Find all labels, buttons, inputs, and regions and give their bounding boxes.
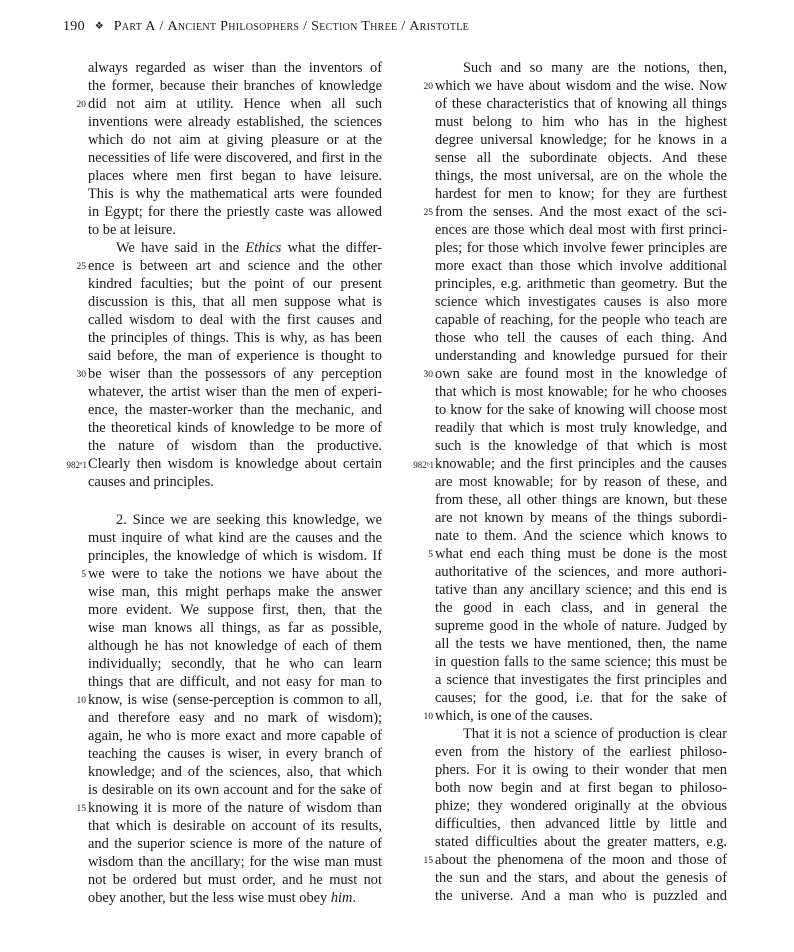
text-line: both now begin and at first began to philoso- [435,780,727,796]
text-line: wise man knows all things, as far as possible, [88,620,382,636]
text-line: more exact than those which involve additional [435,258,727,274]
text-line: places where men first began to have leisure. [88,168,382,184]
text-line: always regarded as wiser than the inventors of [88,60,382,76]
text-line: are most knowable; for by reason of these, and [435,474,727,490]
text-line: the good in each class, and in general the [435,600,727,616]
text-line: understanding and knowledge pursued for their [435,348,727,364]
margin-line-number: 5 [428,550,433,560]
text-line: the universe. And a man who is puzzled and [435,888,727,904]
header-separator: / [159,19,164,34]
header-section: Section Three [311,19,398,34]
text-line: phize; they wondered originally at the obvious [435,798,727,814]
text-line: degree universal knowledge; for he knows in a [435,132,727,148]
text-line: whatever, the artist wiser than the men of experi- [88,384,382,400]
text-line: 30 own sake are found most in the knowledge of [423,366,727,382]
text-line: which do not aim at giving pleasure or at the [88,132,382,148]
text-line: individually; secondly, that he who can learn [88,656,382,672]
margin-line-number: 30 [76,370,86,380]
margin-line-number: 10 [76,696,86,706]
text-line: stated difficulties about the greater matters, e.g. [435,834,727,850]
text-line: 15 about the phenomena of the moon and those of [423,852,727,868]
text-line: wise man, this might perhaps make the answer [88,584,382,600]
text-line: necessities of life were discovered, and first in the [88,150,382,166]
margin-line-number: 982ᵇ1 [413,460,434,470]
text-line: hardest for men to know; for they are furthest [435,186,727,202]
text-line: of these characteristics that of knowing all things [435,96,727,112]
text-line: the nature of wisdom than the productive. [88,438,382,454]
section-number: 2. [116,512,127,528]
text-line: ences are those which deal most with first princi- [435,222,727,238]
text-line: although he has not knowledge of each of them [88,638,382,654]
text-line: inventions were already established, the sciences [88,114,382,130]
text-line: readily that which is most truly knowledge, and [435,420,727,436]
text-line: principles, the knowledge of which is wisdom. If [88,548,382,564]
text-line: those who tell the causes of each thing. And [435,330,727,346]
margin-line-number: 10 [423,712,433,722]
text-line: things, the most universal, are on the whole the [435,168,727,184]
text-line: nate to them. And the science which knows to [435,528,727,544]
text-line: 10 know, is wise (sense-perception is common to all, [76,692,382,708]
text-line: This is why the mathematical arts were founded [88,186,382,202]
text-line: 25 from the senses. And the most exact of the sci- [423,204,727,220]
text-line: We have said in the Ethics what the differ- [116,240,382,256]
text-line: must inquire of what kind are the causes and the [88,530,382,546]
text-line: even from the history of the earliest philoso- [435,744,727,760]
margin-line-number: 25 [76,262,86,272]
header-subject: Ancient Philosophers [167,19,300,34]
text-line: 982ª1 Clearly then wisdom is knowledge about certain [66,456,382,472]
header-separator: / [303,19,308,34]
text-line: science which investigates causes is also more [435,294,727,310]
text-line: 5 we were to take the notions we have about the [81,566,382,582]
text-line: That it is not a science of production is clear [463,726,727,742]
text-line: the sun and the stars, and about the genesis of [435,870,727,886]
text-line: from these, all other things are known, but these [435,492,727,508]
paragraph-gap [88,491,382,511]
text-line: a science that investigates the first principles and [435,672,727,688]
text-line: again, he who is more exact and more capable of [88,728,382,744]
margin-line-number: 20 [76,100,86,110]
text-line: 982ᵇ1 knowable; and the first principles and the causes [413,456,727,472]
text-line: in Egypt; for there the priestly caste was allowed [88,204,382,220]
margin-line-number: 25 [423,208,433,218]
text-line: kindred faculties; but the point of our present [88,276,382,292]
text-line: capable of reaching, for the people who teach are [435,312,727,328]
text-line: must belong to him who has in the highest [435,114,727,130]
text-line: not be ordered but must order, and he must not [88,872,382,888]
text-line: Such and so many are the notions, then, [463,60,727,76]
margin-line-number: 20 [423,82,433,92]
running-header [63,19,469,35]
text-line: things that are difficult, and not easy for man to [88,674,382,690]
margin-line-number: 30 [423,370,433,380]
text-line: are not known by means of the things subordi- [435,510,727,526]
text-line: such is the knowledge of that which is most [435,438,727,454]
text-line: the former, because their branches of knowledge [88,78,382,94]
header-author: Aristotle [409,19,470,34]
text-line: the principles of things. This is why, as has been [88,330,382,346]
text-line: knowledge; and of the sciences, also, that which [88,764,382,780]
text-line: all the tests we have mentioned, then, the name [435,636,727,652]
margin-line-number: 15 [76,804,86,814]
page-number: 190 [63,19,85,34]
text-line: causes and principles. [88,474,214,490]
text-line: the theoretical kinds of knowledge to be more of [88,420,382,436]
text-line: in question falls to the same science; this must be [435,654,727,670]
text-line: difficulties, then advanced little by little and [435,816,727,832]
text-line: 10 which, is one of the causes. [423,708,593,724]
italic-term: Ethics [245,240,282,256]
margin-line-number: 982ª1 [66,460,87,470]
margin-line-number: 15 [423,856,433,866]
text-line: 5 what end each thing must be done is the most [428,546,727,562]
text-line: to know for the sake of knowing will choose most [435,402,727,418]
text-line: sense all the subordinate objects. And these [435,150,727,166]
text-line: said before, the man of experience is thought to [88,348,382,364]
section-heading-line: 2. Since we are seeking this knowledge, we [116,512,382,528]
text-line: that which is most knowable; for he who chooses [435,384,727,400]
text-line: to be at leisure. [88,222,176,238]
text-line: called wisdom to deal with the first causes and [88,312,382,328]
text-line: authoritative of the sciences, and more authori- [435,564,727,580]
text-line: supreme good in the whole of nature. Judged by [435,618,727,634]
ornament-icon: ❖ [94,21,104,32]
text-line: obey another, but the less wise must obey him. [88,890,357,906]
text-line: is desirable on its own account and for the sake of [88,782,382,798]
text-line: and therefore easy and no mark of wisdom); [88,710,382,726]
text-line: tative than any ancillary science; and this end is [435,582,727,598]
italic-term: him [330,890,353,906]
text-line: more evident. We suppose first, then, that the [88,602,382,618]
text-line: 20 which we have about wisdom and the wise. Now [423,78,727,94]
header-part: Part A [113,19,156,34]
text-line: 30 be wiser than the possessors of any perception [76,366,382,382]
text-line: ples; for those which involve fewer principles are [435,240,727,256]
text-line: and the superior science is more of the nature of [88,836,382,852]
text-line: phers. For it is owing to their wonder that men [435,762,727,778]
right-text-column [413,59,727,905]
text-line: wisdom than the ancillary; for the wise man must [88,854,382,870]
text-line: that which is desirable on account of its results, [88,818,382,834]
text-line: discussion is this, that all men suppose what is [88,294,382,310]
text-line: teaching the causes is wiser, in every branch of [88,746,382,762]
header-separator: / [401,19,406,34]
left-text-column [66,59,382,907]
text-line: principles, e.g. arithmetic than geometry. But the [435,276,727,292]
text-line: 20 did not aim at utility. Hence when all such [76,96,382,112]
text-line: 15 knowing it is more of the nature of wisdom than [76,800,382,816]
margin-line-number: 5 [81,570,86,580]
text-line: 25 ence is between art and science and the other [76,258,382,274]
text-line: ence, the master-worker than the mechanic, and [88,402,382,418]
text-line: causes; for the good, i.e. that for the sake of [435,690,727,706]
